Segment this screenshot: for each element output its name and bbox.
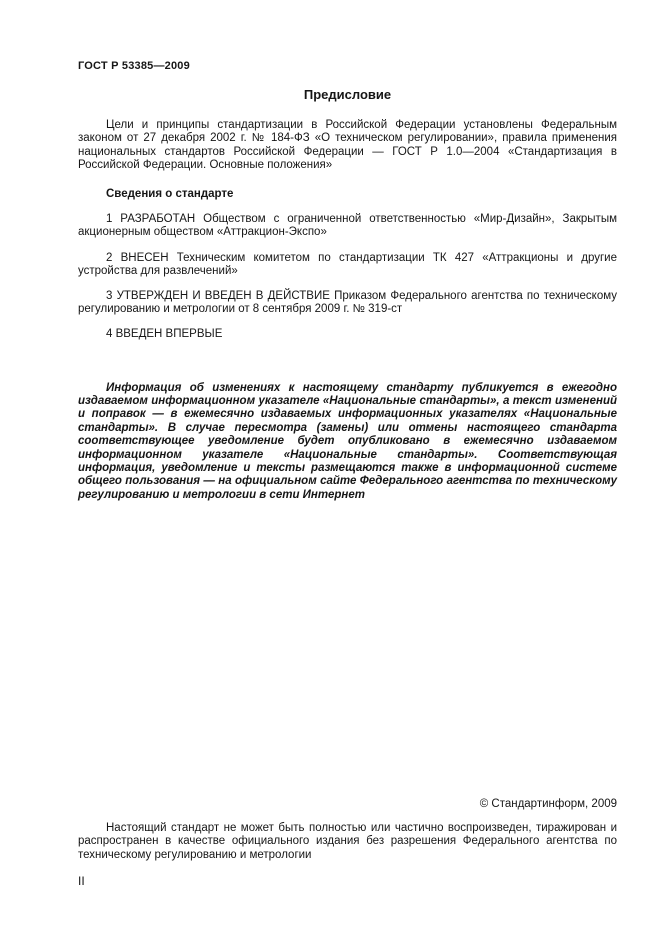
standard-info-item-4: 4 ВВЕДЕН ВПЕРВЫЕ: [106, 328, 223, 341]
copyright-line: © Стандартинформ, 2009: [479, 798, 617, 810]
standard-info-item-2: 2 ВНЕСЕН Техническим комитетом по стандартизации ТК 427 «Аттракционы и другие устройства для развлечений»: [78, 251, 617, 277]
standard-info-item-3: 3 УТВЕРЖДЕН И ВВЕДЕН В ДЕЙСТВИЕ Приказом Федерального агентства по техническому регулированию и метрологии от 8 сентября 2009 г. № 319-ст: [78, 290, 617, 316]
document-code: ГОСТ Р 53385—2009: [78, 60, 190, 72]
reproduction-restriction: Настоящий стандарт не может быть полностью или частично воспроизведен, тиражирован и распространен в качестве официального издания без разрешения Федерального агентства по техническому регулированию и метрологии: [78, 822, 617, 861]
section-heading: Сведения о стандарте: [106, 188, 234, 201]
amendments-notice: Информация об изменениях к настоящему стандарту публикуется в ежегодно издаваемом информационном указателе «Национальные стандарты», а текст изменений и поправок — в ежемесячно издаваемых информационных указателях «Национальные стандарты». В случае пересмотра (замены) или отмены настоящего стандарта соответствующее уведомление будет опубликовано в ежемесячно издаваемом информационном указателе «Национальные стандарты». Соответствующая информация, уведомление и тексты размещаются также в информационной системе общего пользования — на официальном сайте Федерального агентства по техническому регулированию и метрологии в сети Интернет: [78, 381, 617, 501]
page-title: Предисловие: [303, 87, 392, 103]
page-number: II: [78, 873, 85, 888]
page-content: [78, 60, 617, 502]
intro-paragraph: Цели и принципы стандартизации в Российской Федерации установлены Федеральным законом от 27 декабря 2002 г. № 184-ФЗ «О техническом регулировании», правила применения национальных стандартов Российской Федерации — ГОСТ Р 1.0—2004 «Стандартизация в Российской Федерации. Основные положения»: [78, 119, 617, 171]
page-footer: [78, 798, 617, 888]
standard-info-item-1: 1 РАЗРАБОТАН Обществом с ограниченной ответственностью «Мир-Дизайн», Закрытым акционерным обществом «Аттракцион-Экспо»: [78, 213, 617, 239]
